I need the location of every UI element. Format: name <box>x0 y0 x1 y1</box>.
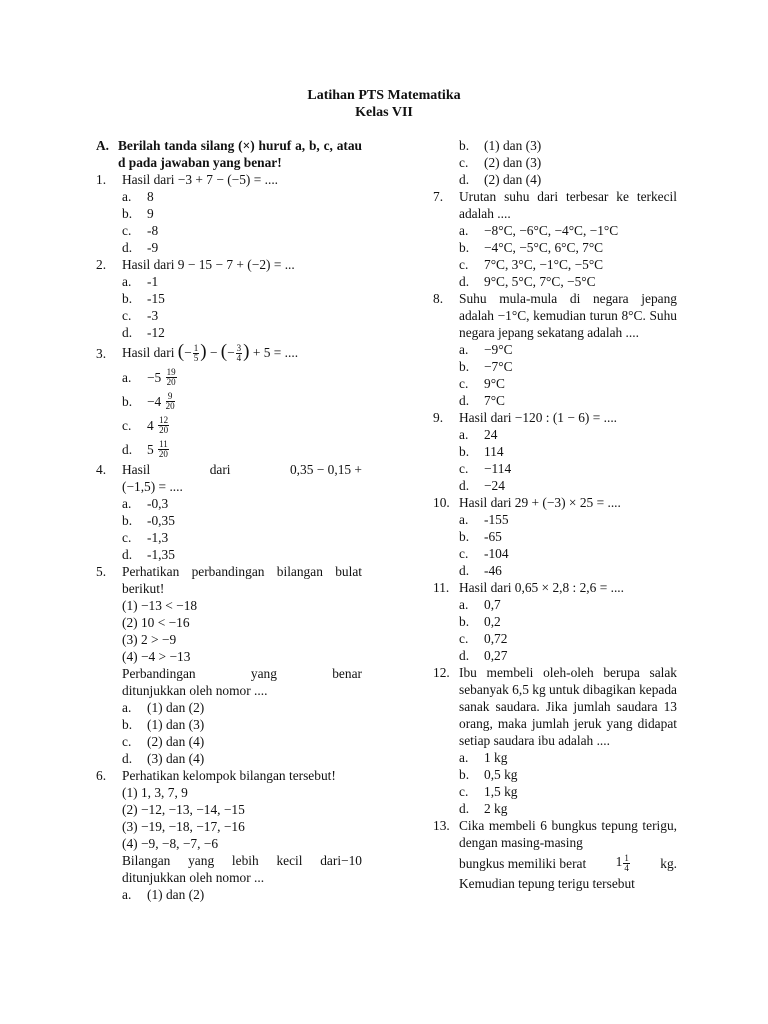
answer-option[interactable] <box>459 239 677 256</box>
question-word: Hasil <box>122 462 151 477</box>
option-text: (2) dan (4) <box>484 172 542 187</box>
answer-option[interactable] <box>122 750 362 767</box>
option-text: -1,3 <box>147 530 169 545</box>
option-letter: d. <box>459 648 470 663</box>
option-letter: c. <box>459 461 469 476</box>
question-number: 6. <box>96 768 107 783</box>
option-letter: d. <box>122 751 133 766</box>
option-letter: a. <box>459 427 469 442</box>
option-letter: d. <box>459 478 470 493</box>
question-text: Hasil dari 0,65 × 2,8 : 2,6 = .... <box>459 580 624 595</box>
option-letter: a. <box>122 369 132 385</box>
mixed-whole: −4 <box>147 393 162 409</box>
option-letter: b. <box>459 138 470 153</box>
option-letter: c. <box>122 223 132 238</box>
statement-item: (1) −13 < −18 <box>122 598 198 613</box>
answer-option[interactable] <box>459 375 677 392</box>
mixed-whole: −5 <box>147 369 162 385</box>
answer-option[interactable] <box>459 783 677 800</box>
answer-option[interactable] <box>459 477 677 494</box>
option-text: 0,7 <box>484 597 501 612</box>
option-letter: a. <box>122 887 132 902</box>
question-text: Perhatikan perbandingan bilangan bulat berikut! <box>122 564 362 596</box>
statement-item: (3) 2 > −9 <box>122 632 177 647</box>
option-text: 7°C, 3°C, −1°C, −5°C <box>484 257 604 272</box>
option-text: (3) dan (4) <box>147 751 205 766</box>
option-text: −9°C <box>484 342 513 357</box>
question-10 <box>433 494 677 511</box>
answer-option[interactable] <box>459 630 677 647</box>
option-letter: a. <box>122 700 132 715</box>
option-letter: c. <box>122 734 132 749</box>
option-text: (2) dan (3) <box>484 155 542 170</box>
question-number: 8. <box>433 291 444 306</box>
option-text: 114 <box>484 444 504 459</box>
option-letter: d. <box>459 393 470 408</box>
question-text: Hasil dari 29 + (−3) × 25 = .... <box>459 495 621 510</box>
answer-option[interactable] <box>459 647 677 664</box>
question-text-cont: bungkus memiliki berat 1 $\frac{1}{4}$ kg. <box>459 852 677 873</box>
mixed-whole: 4 <box>147 417 154 433</box>
question-number: 11. <box>433 580 450 595</box>
page-subtitle: Kelas VII <box>355 105 413 120</box>
answer-option[interactable] <box>459 545 677 562</box>
question-closing: Bilangan yang lebih kecil dari−10 ditunjukkan oleh nomor ... <box>122 853 362 885</box>
option-text: 9 <box>147 206 154 221</box>
answer-option[interactable] <box>122 413 362 437</box>
answer-option[interactable] <box>459 749 677 766</box>
question-closing-cont: ditunjukkan oleh nomor .... <box>122 683 268 698</box>
answer-option[interactable] <box>122 495 362 512</box>
option-text: -3 <box>147 308 159 323</box>
question-text: Hasil dari −3 + 7 − (−5) = .... <box>122 172 279 187</box>
option-text: (1) dan (2) <box>147 887 205 902</box>
question-text: Suhu mula-mula di negara jepang adalah −1°C, kemudian turun 8°C. Suhu negara jepang sekatang adalah .... <box>459 291 677 340</box>
option-letter: b. <box>122 513 133 528</box>
option-text: 1,5 kg <box>484 784 518 799</box>
option-letter: b. <box>459 767 470 782</box>
question-closing: Perbandingan yang benar <box>122 666 362 681</box>
answer-option[interactable] <box>459 222 677 239</box>
answer-option[interactable] <box>459 443 677 460</box>
option-text: (2) dan (4) <box>147 734 205 749</box>
option-letter: b. <box>459 240 470 255</box>
question-number: 10. <box>433 495 450 510</box>
option-text: (1) dan (3) <box>147 717 205 732</box>
answer-option[interactable] <box>122 324 362 341</box>
answer-option[interactable] <box>122 307 362 324</box>
option-letter: a. <box>459 750 469 765</box>
question-text-cont: (−1,5) = .... <box>122 479 183 494</box>
option-text: −8°C, −6°C, −4°C, −1°C <box>484 223 619 238</box>
fraction: $\frac{1}{4}$ <box>624 852 629 873</box>
question-11 <box>433 579 677 596</box>
answer-option[interactable] <box>459 341 677 358</box>
question-text-cont: Kemudian tepung terigu tersebut <box>459 876 635 891</box>
mixed-whole: 5 <box>147 441 154 457</box>
answer-option[interactable] <box>459 511 677 528</box>
option-text: −4°C, −5°C, 6°C, 7°C <box>484 240 604 255</box>
answer-option[interactable] <box>459 171 677 188</box>
answer-option[interactable] <box>122 716 362 733</box>
answer-option[interactable] <box>459 358 677 375</box>
option-letter: a. <box>122 274 132 289</box>
option-letter: c. <box>459 631 469 646</box>
option-text: (1) dan (3) <box>484 138 542 153</box>
question-word: 0,35 − 0,15 + <box>289 462 362 477</box>
question-text: Ibu membeli oleh-oleh berupa salak sebanyak 6,5 kg untuk dibagikan kepada sanak saudara. Jika jumlah saudara 13 orang, maka jumlah jeruk yang didapat setiap saudara ibu adalah .... <box>459 665 677 748</box>
option-letter: b. <box>122 393 133 409</box>
answer-option[interactable] <box>459 528 677 545</box>
option-letter: c. <box>122 417 132 433</box>
question-number: 12. <box>433 665 450 680</box>
section-letter: A. <box>96 138 110 153</box>
answer-option[interactable] <box>122 546 362 563</box>
fraction: $\frac{9}{20}$ <box>165 390 175 411</box>
answer-option[interactable] <box>122 529 362 546</box>
statement-item: (4) −4 > −13 <box>122 649 191 664</box>
fraction: $\frac{1}{5}$ <box>193 343 199 364</box>
answer-option[interactable] <box>459 596 677 613</box>
answer-option[interactable] <box>459 613 677 630</box>
statement-item: (3) −19, −18, −17, −16 <box>122 819 245 834</box>
option-text: -0,35 <box>147 513 175 528</box>
option-letter: b. <box>122 717 133 732</box>
question-3: 3. Hasil dari (− $\frac{1}{5}$ ) − (− $\frac{3}{4}$ ) + 5 = .... <box>96 340 299 364</box>
answer-option[interactable] <box>122 239 362 256</box>
option-letter: a. <box>459 512 469 527</box>
question-text: Perhatikan kelompok bilangan tersebut! <box>122 768 336 783</box>
option-letter: a. <box>122 189 132 204</box>
option-text: -0,3 <box>147 496 169 511</box>
option-letter: b. <box>459 529 470 544</box>
option-letter: b. <box>122 206 133 221</box>
option-text: 0,2 <box>484 614 501 629</box>
section-instruction-text: Berilah tanda silang (×) huruf a, b, c, atau d pada jawaban yang benar! <box>118 138 362 170</box>
option-text: 1 kg <box>484 750 508 765</box>
question-7 <box>433 188 677 222</box>
option-text: (1) dan (2) <box>147 700 205 715</box>
answer-option[interactable] <box>122 437 362 461</box>
option-letter: d. <box>459 274 470 289</box>
answer-option[interactable] <box>459 392 677 409</box>
question-1 <box>96 171 362 188</box>
question-number: 4. <box>96 462 107 477</box>
option-letter: b. <box>459 444 470 459</box>
question-word: dari <box>209 462 231 477</box>
option-letter: b. <box>122 291 133 306</box>
option-text: -104 <box>484 546 509 561</box>
option-letter: d. <box>122 325 133 340</box>
option-letter: c. <box>459 257 469 272</box>
option-text: 8 <box>147 189 154 204</box>
option-letter: d. <box>459 563 470 578</box>
option-text: -155 <box>484 512 509 527</box>
question-text: Hasil dari −120 : (1 − 6) = .... <box>459 410 618 425</box>
answer-option[interactable] <box>459 562 677 579</box>
question-number: 13. <box>433 818 450 833</box>
option-letter: c. <box>459 155 469 170</box>
option-letter: d. <box>459 172 470 187</box>
answer-option[interactable] <box>459 460 677 477</box>
answer-option[interactable] <box>122 886 362 903</box>
option-text: -46 <box>484 563 502 578</box>
option-text: 0,72 <box>484 631 508 646</box>
option-text: -12 <box>147 325 165 340</box>
option-letter: c. <box>122 308 132 323</box>
option-text: -15 <box>147 291 165 306</box>
question-number: 2. <box>96 257 107 272</box>
question-13 <box>433 817 677 851</box>
statement-item: (4) −9, −8, −7, −6 <box>122 836 219 851</box>
option-text: -8 <box>147 223 159 238</box>
answer-option[interactable] <box>459 273 677 290</box>
option-text: 7°C <box>484 393 505 408</box>
option-text: −24 <box>484 478 505 493</box>
answer-option[interactable] <box>459 137 677 154</box>
option-letter: d. <box>459 801 470 816</box>
answer-option[interactable] <box>122 512 362 529</box>
answer-option[interactable] <box>122 188 362 205</box>
question-number: 5. <box>96 564 107 579</box>
option-text: −114 <box>484 461 512 476</box>
question-text: Cika membeli 6 bungkus tepung terigu, dengan masing-masing <box>459 818 677 850</box>
option-letter: c. <box>459 376 469 391</box>
question-text: Urutan suhu dari terbesar ke terkecil adalah .... <box>459 189 677 221</box>
answer-option[interactable] <box>459 766 677 783</box>
answer-option[interactable] <box>122 389 362 413</box>
question-number: 1. <box>96 172 107 187</box>
question-5 <box>96 563 362 597</box>
option-text: -9 <box>147 240 159 255</box>
answer-option[interactable] <box>459 800 677 817</box>
option-letter: d. <box>122 547 133 562</box>
left-column <box>96 137 362 903</box>
answer-option[interactable] <box>122 699 362 716</box>
question-number: 7. <box>433 189 444 204</box>
statement-item: (1) 1, 3, 7, 9 <box>122 785 188 800</box>
section-instruction <box>96 137 362 171</box>
option-letter: a. <box>459 223 469 238</box>
fraction: $\frac{19}{20}$ <box>166 366 176 387</box>
option-text: −7°C <box>484 359 513 374</box>
answer-option[interactable] <box>122 733 362 750</box>
question-number: 9. <box>433 410 444 425</box>
option-letter: b. <box>459 614 470 629</box>
question-9 <box>433 409 677 426</box>
question-6 <box>96 767 362 784</box>
question-number: 3. <box>96 345 107 361</box>
statement-item: (2) −12, −13, −14, −15 <box>122 802 245 817</box>
option-letter: b. <box>459 359 470 374</box>
option-letter: d. <box>122 240 133 255</box>
answer-option[interactable] <box>122 205 362 222</box>
option-letter: c. <box>122 530 132 545</box>
answer-option[interactable] <box>459 154 677 171</box>
option-letter: c. <box>459 546 469 561</box>
option-letter: d. <box>122 441 133 457</box>
answer-option[interactable] <box>459 426 677 443</box>
option-text: -1,35 <box>147 547 175 562</box>
answer-option[interactable] <box>122 273 362 290</box>
option-letter: a. <box>459 597 469 612</box>
question-8 <box>433 290 677 341</box>
option-letter: c. <box>459 784 469 799</box>
fraction: $\frac{3}{4}$ <box>236 343 242 364</box>
option-text: -1 <box>147 274 159 289</box>
answer-option[interactable] <box>122 290 362 307</box>
option-letter: a. <box>459 342 469 357</box>
statement-item: (2) 10 < −16 <box>122 615 190 630</box>
question-text: Hasil dari 9 − 15 − 7 + (−2) = ... <box>122 257 295 272</box>
question-2 <box>96 256 362 273</box>
option-text: 24 <box>484 427 498 442</box>
option-text: 0,27 <box>484 648 508 663</box>
fraction: $\frac{11}{20}$ <box>158 438 168 459</box>
option-text: 2 kg <box>484 801 508 816</box>
right-column <box>433 137 677 892</box>
question-12 <box>433 664 677 749</box>
fraction: $\frac{12}{20}$ <box>159 414 169 435</box>
option-text: 9°C, 5°C, 7°C, −5°C <box>484 274 596 289</box>
question-4 <box>96 461 362 478</box>
option-text: -65 <box>484 529 502 544</box>
question-text: Hasil dari <box>122 344 175 360</box>
answer-option[interactable] <box>122 365 362 389</box>
question-text-end: + 5 = .... <box>252 344 299 360</box>
page-title: Latihan PTS Matematika <box>307 88 461 103</box>
option-text: 9°C <box>484 376 505 391</box>
answer-option[interactable] <box>459 256 677 273</box>
answer-option[interactable] <box>122 222 362 239</box>
option-text: 0,5 kg <box>484 767 518 782</box>
option-letter: a. <box>122 496 132 511</box>
